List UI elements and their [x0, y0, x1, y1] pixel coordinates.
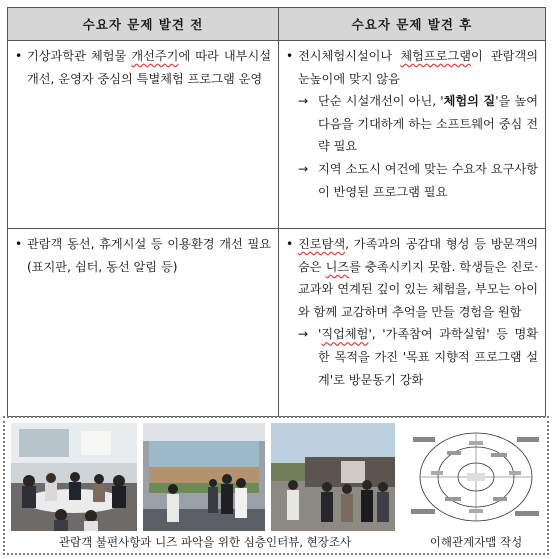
header-before: 수요자 문제 발견 전 [8, 8, 279, 41]
cell-after-2 [279, 229, 546, 417]
sub-text: '직업체험', '가족참여 과학실험' 등 명확한 목적을 가진 '목표 지향적 프로그램 설계'로 방문동기 강화 [318, 327, 538, 387]
cell-text: 전시체험시설이나 체험프로그램이 관람객의 눈높이에 맞지 않음 [298, 49, 538, 86]
sub-text: 지역 소도시 여건에 맞는 수요자 요구사항이 반영된 프로그램 필요 [318, 161, 538, 199]
bullet-mark: • [15, 49, 23, 63]
table-row [8, 41, 546, 229]
bullet-mark: • [286, 49, 294, 63]
table-row [8, 229, 546, 417]
bullet-mark: • [286, 237, 294, 251]
bullet-mark: • [15, 237, 23, 251]
cell-text: 기상과학관 체험물 개선주기에 따라 내부시설 개선, 운영자 중심의 특별체험 프로그램 운영 [27, 49, 271, 86]
header-row [8, 8, 546, 41]
comparison-table [7, 7, 546, 417]
photo-gallery [3, 416, 549, 555]
interview-photo-1 [11, 423, 137, 531]
cell-text: 진로탐색, 가족과의 공감대 형성 등 방문객의 숨은 니즈를 충족시키지 못함. 학생들은 진로·교과와 연계된 깊이 있는 체험을, 부모는 아이와 함께 교감하며 추억을 만들 경험을 원함 [298, 237, 539, 319]
cell-text: 관람객 동선, 휴게시설 등 이용환경 개선 필요(표지판, 쉼터, 동선 알림 등) [27, 237, 271, 274]
arrow-mark: → [298, 161, 309, 176]
cell-before-1 [8, 41, 279, 229]
arrow-mark: → [298, 327, 309, 342]
caption-interview: 관람객 불편사항과 니즈 파악을 위한 심층인터뷰, 현장조사 [58, 535, 352, 549]
arrow-mark: → [298, 94, 309, 109]
caption-stakeholder-map: 이해관계자맵 작성 [429, 535, 523, 549]
cell-after-1 [279, 41, 546, 229]
header-after: 수요자 문제 발견 후 [279, 8, 546, 41]
stakeholder-map-diagram [407, 423, 545, 531]
field-survey-photo [271, 423, 395, 531]
cell-before-2 [8, 229, 279, 417]
interview-photo-2 [143, 423, 265, 531]
sub-text: 단순 시설개선이 아닌, '체험의 질'을 높여 다음을 기대하게 하는 소프트웨어 중심 전략 필요 [318, 94, 539, 154]
